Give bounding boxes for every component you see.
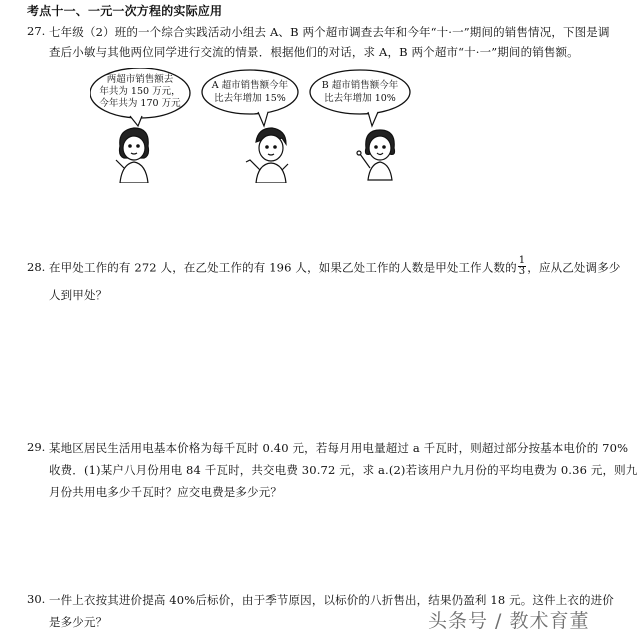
question-line: 查后小敏与其他两位同学进行交流的情景．根据他们的对话，求 A，B 两个超市“十·一”期间的销售额。 [49,45,579,59]
fraction-denominator: 3 [518,266,526,277]
speech-bubble-2 [202,70,298,126]
question-line: 某地区居民生活用电基本价格为每千瓦时 0.40 元，若每月用电量超过 a 千瓦时，则超过部分按基本电价的 70% [49,441,629,455]
question-number: 29. [27,440,46,454]
section-heading: 考点十一、一元一次方程的实际应用 [27,4,223,18]
speech-bubble-1 [90,68,190,126]
question-line: 人到甲处？ [49,288,108,302]
question-line: 七年级（2）班的一个综合实践活动小组去 A、B 两个超市调查去年和今年“十·一”期间的销售情况，下图是调 [49,25,610,39]
question-line: 是多少元？ [49,615,108,629]
question-line [49,255,621,279]
watermark: 头条号 / 教术育董 [428,610,590,632]
fraction-numerator: 1 [518,255,526,266]
question-line: 月份共用电多少千瓦时？应交电费是多少元？ [49,485,282,499]
fraction [518,256,527,277]
bubble-2-line: 比去年增加 15% [214,93,286,104]
question-number: 30. [27,592,46,606]
question-line: 收费．(1)某户八月份用电 84 千瓦时，共交电费 30.72 元，求 a.(2)若该用户九月份的平均电费为 0.36 元，则九 [49,463,638,477]
bubble-3-line: 比去年增加 10% [324,93,396,104]
bubble-1-line: 年共为 150 万元， [99,86,181,97]
question-number: 27. [27,24,46,38]
bubble-2-line: A 超市销售额今年 [211,80,289,91]
question-line: 一件上衣按其进价提高 40%后标价，由于季节原因，以标价的八折售出，结果仍盈利 18 元。这件上衣的进价 [49,593,614,607]
bubble-3-line: B 超市销售额今年 [321,80,399,91]
question-text: ，应从乙处调多少 [527,260,621,275]
bubble-1-line: 今年共为 170 万元 [99,98,181,109]
student-1-figure [116,128,149,183]
question-number: 28. [27,260,46,274]
student-2-figure [246,128,288,183]
student-3-figure [357,130,395,180]
bubble-1-line: 两超市销售额去 [106,74,174,85]
dialogue-illustration [90,68,420,183]
question-text: 在甲处工作的有 272 人，在乙处工作的有 196 人，如果乙处工作的人数是甲处工作人数的 [49,260,517,275]
speech-bubble-3 [310,70,410,126]
